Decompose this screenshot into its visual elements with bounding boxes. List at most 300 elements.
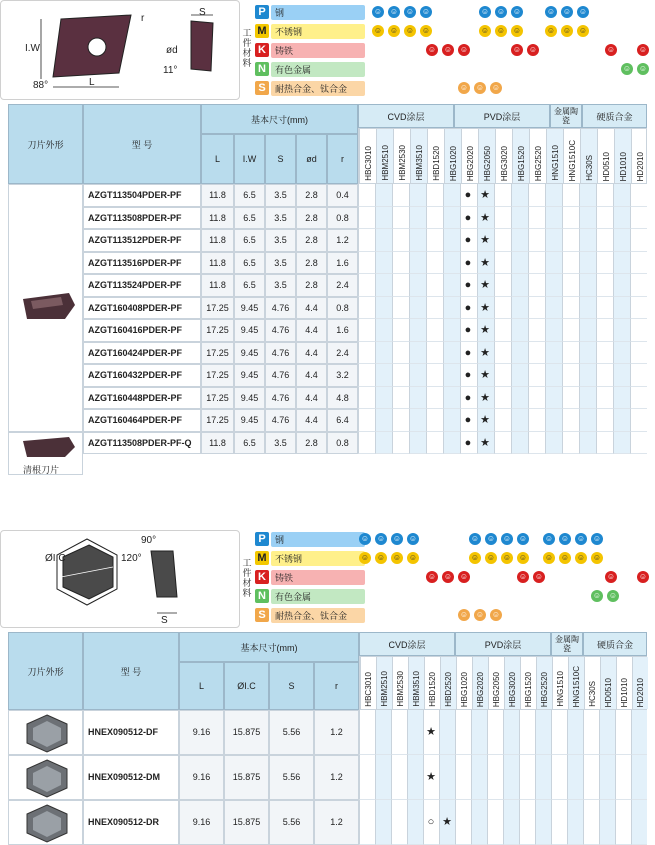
grade-col-header	[376, 657, 392, 709]
dim-label-ic: ØI.C	[45, 553, 66, 564]
material-name: 有色金属	[275, 65, 312, 75]
grade-cell	[596, 297, 613, 320]
grade-cell	[443, 364, 460, 387]
grade-label: HD1010	[618, 151, 628, 181]
dim-l-cell: 17.25	[201, 387, 234, 410]
insert-photo-azgt-q	[17, 435, 77, 459]
grade-cell	[567, 710, 583, 755]
grade-cell	[579, 184, 596, 207]
grade-cell	[562, 387, 579, 410]
dim-l-cell: 11.8	[201, 229, 234, 252]
grade-col-header	[600, 657, 616, 709]
grade-label: HD2010	[636, 677, 645, 707]
grade-label: HBM2510	[380, 145, 390, 181]
grade-cell	[528, 319, 545, 342]
dim-col-s: S	[269, 662, 314, 710]
suitability-face-icon: ☺	[470, 534, 480, 543]
grade-cell	[409, 297, 426, 320]
suitability-face-icon: ☺	[389, 7, 399, 16]
bar-p	[271, 5, 365, 20]
suitability-face-icon: ☺	[427, 572, 437, 581]
dim-iw-cell: 9.45	[234, 364, 265, 387]
head-model: 型 号	[83, 104, 201, 184]
table-row	[83, 342, 647, 365]
suitability-face-icon: ☺	[518, 534, 528, 543]
mark-star: ★	[480, 414, 490, 426]
dim-d-cell: 2.8	[296, 252, 327, 275]
grade-cell	[551, 755, 567, 800]
grade-cell	[359, 710, 375, 755]
material-legend-top	[255, 4, 655, 100]
grade-label: HBM2530	[396, 671, 405, 707]
badge-k: K	[255, 570, 269, 584]
insert-drawing-hnex	[1, 531, 241, 629]
grade-cell	[596, 387, 613, 410]
grade-label: HBD1520	[428, 672, 437, 707]
dim-l-cell: 9.16	[179, 800, 224, 845]
grade-cell	[615, 800, 631, 845]
grade-cell	[359, 755, 375, 800]
dim-s-cell: 3.5	[265, 184, 296, 207]
dim-iw-cell: 6.5	[234, 432, 265, 455]
model-cell: AZGT113512PDER-PF	[83, 229, 201, 252]
table-row	[83, 184, 647, 207]
material-side-label: 工件材料	[242, 28, 252, 68]
mark-filled: ●	[464, 256, 472, 269]
head-dims: 基本尺寸(mm)	[179, 632, 359, 662]
grade-cell	[375, 229, 392, 252]
suitability-face-icon: ☺	[480, 7, 490, 16]
grade-cell	[392, 229, 409, 252]
dim-r-cell: 1.6	[327, 252, 358, 275]
mark-star: ★	[480, 301, 490, 314]
bar-p	[271, 532, 365, 547]
grade-label: HNG1510	[550, 145, 560, 181]
grade-cell	[545, 274, 562, 297]
dim-col-l: L	[201, 134, 234, 184]
shape-cell-hex	[8, 755, 83, 800]
grade-cell	[407, 710, 423, 755]
grade-cell	[528, 297, 545, 320]
material-side-label-2: 工件材料	[242, 558, 252, 598]
grade-cell	[630, 319, 647, 342]
grade-cell	[392, 319, 409, 342]
grade-cell	[613, 184, 630, 207]
suitability-face-icon: ☺	[421, 26, 431, 35]
grade-label: HBG2050	[492, 671, 501, 707]
suitability-face-icon: ☺	[576, 553, 586, 562]
grade-cell	[630, 252, 647, 275]
grade-cell	[455, 755, 471, 800]
grade-cell	[409, 229, 426, 252]
grade-cell	[528, 252, 545, 275]
grade-cell	[545, 207, 562, 230]
head-cvd: CVD涂层	[359, 632, 455, 656]
grade-cell	[409, 274, 426, 297]
grade-cell	[562, 342, 579, 365]
model-cell: AZGT160464PDER-PF	[83, 409, 201, 432]
grade-cell	[613, 409, 630, 432]
dim-s-cell: 4.76	[265, 297, 296, 320]
dim-r-cell: 1.6	[327, 319, 358, 342]
suitability-face-icon: ☺	[576, 534, 586, 543]
grade-label: HBM3510	[412, 671, 421, 707]
bar-s	[271, 608, 365, 623]
grade-cell	[535, 800, 551, 845]
material-name: 有色金属	[275, 592, 312, 602]
grade-cell	[519, 755, 535, 800]
suitability-face-icon: ☺	[546, 26, 556, 35]
suitability-face-icon: ☺	[512, 45, 522, 54]
grade-cell	[579, 432, 596, 455]
model-cell: AZGT160424PDER-PF	[83, 342, 201, 365]
grade-col-header	[614, 129, 631, 183]
suitability-face-icon: ☺	[360, 534, 370, 543]
badge-p: P	[255, 5, 269, 19]
grade-cell	[375, 342, 392, 365]
grade-label: HD2010	[635, 151, 645, 181]
model-cell: HNEX090512-DM	[83, 755, 179, 800]
dim-d-cell: 4.4	[296, 297, 327, 320]
legend-row-s	[255, 607, 655, 624]
dim-r-cell: 0.4	[327, 184, 358, 207]
head-shape: 刀片外形	[8, 632, 83, 710]
grade-cell	[391, 755, 407, 800]
table-row	[83, 297, 647, 320]
dim-s-cell: 4.76	[265, 387, 296, 410]
grade-cell	[494, 207, 511, 230]
grade-cell	[613, 297, 630, 320]
table2-header	[8, 632, 647, 710]
grade-cell	[613, 319, 630, 342]
grade-cell	[409, 184, 426, 207]
grade-cell	[375, 184, 392, 207]
suitability-face-icon: ☺	[512, 26, 522, 35]
head-model: 型 号	[83, 632, 179, 710]
dim-col-l: L	[179, 662, 224, 710]
suitability-face-icon: ☺	[475, 610, 485, 619]
suitability-face-icon: ☺	[638, 64, 648, 73]
dim-r-cell: 4.8	[327, 387, 358, 410]
suitability-face-icon: ☺	[376, 553, 386, 562]
grade-label: HNG1510C	[572, 665, 581, 707]
badge-m: M	[255, 551, 269, 565]
dim-s-cell: 3.5	[265, 432, 296, 455]
grade-cell	[426, 387, 443, 410]
dim-l-cell: 11.8	[201, 432, 234, 455]
grade-cell	[443, 252, 460, 275]
grade-col-header	[488, 657, 504, 709]
shape-cell-q	[8, 432, 83, 475]
dim-l-cell: 17.25	[201, 297, 234, 320]
grade-cell	[392, 274, 409, 297]
table1-body	[8, 184, 647, 475]
grade-col-header	[360, 657, 376, 709]
grade-col-header	[504, 657, 520, 709]
grade-cell	[494, 364, 511, 387]
grade-label: HBG3020	[508, 671, 517, 707]
shape-cell	[8, 184, 83, 432]
material-legend-bottom	[255, 531, 655, 627]
mark-filled: ●	[464, 346, 472, 359]
mark-star: ★	[480, 211, 490, 224]
grade-cell	[562, 409, 579, 432]
model-cell: AZGT113524PDER-PF	[83, 274, 201, 297]
grade-cell	[596, 252, 613, 275]
grade-cell	[375, 297, 392, 320]
model-cell: AZGT113516PDER-PF	[83, 252, 201, 275]
grade-cell	[528, 207, 545, 230]
dim-d-cell: 4.4	[296, 319, 327, 342]
dim-s-cell: 3.5	[265, 274, 296, 297]
grade-cell	[358, 342, 375, 365]
grade-cell	[545, 387, 562, 410]
model-cell: AZGT160408PDER-PF	[83, 297, 201, 320]
grade-cell	[494, 297, 511, 320]
bottom-diagram-panel	[0, 530, 240, 628]
grade-cell	[630, 387, 647, 410]
table-row	[83, 387, 647, 410]
grade-cell	[596, 342, 613, 365]
grade-cell	[392, 409, 409, 432]
grade-cell	[599, 800, 615, 845]
dim-iw-cell: 6.5	[234, 252, 265, 275]
grade-label: HBD2520	[444, 672, 453, 707]
grade-cell	[494, 432, 511, 455]
suitability-face-icon: ☺	[486, 553, 496, 562]
grade-label: HBG2050	[482, 145, 492, 181]
model-cell: AZGT113508PDER-PF	[83, 207, 201, 230]
grade-cell	[567, 800, 583, 845]
mark-filled: ●	[464, 301, 472, 314]
dim-d-cell: 2.8	[296, 184, 327, 207]
suitability-face-icon: ☺	[389, 26, 399, 35]
grade-col-header	[424, 657, 440, 709]
grade-cell	[375, 409, 392, 432]
dim-col-r: r	[327, 134, 358, 184]
dim-ic-cell: 15.875	[224, 800, 269, 845]
mark-filled: ●	[464, 324, 472, 336]
mark-filled: ●	[464, 436, 472, 449]
grade-cell	[613, 229, 630, 252]
grade-cell	[562, 184, 579, 207]
suitability-face-icon: ☺	[459, 610, 469, 619]
grade-label: HBG1020	[448, 145, 458, 181]
grade-col-header	[456, 657, 472, 709]
suitability-face-icon: ☺	[491, 83, 501, 92]
model-cell: AZGT113504PDER-PF	[83, 184, 201, 207]
grade-col-header	[520, 657, 536, 709]
grade-label: HBC3010	[363, 146, 373, 181]
grade-cell	[358, 184, 375, 207]
grade-col-header	[376, 129, 393, 183]
grade-cell	[443, 319, 460, 342]
bar-n	[271, 589, 365, 604]
dim-d-cell: 4.4	[296, 387, 327, 410]
mark-star: ★	[480, 391, 490, 404]
grade-cell	[358, 319, 375, 342]
suitability-face-icon: ☺	[528, 45, 538, 54]
suitability-face-icon: ☺	[408, 553, 418, 562]
grade-cell	[358, 274, 375, 297]
grade-cell	[426, 364, 443, 387]
dim-ic-cell: 15.875	[224, 755, 269, 800]
suitability-face-icon: ☺	[546, 7, 556, 16]
grade-cell	[535, 755, 551, 800]
head-cermet: 金属陶瓷	[551, 632, 583, 656]
grade-cell	[615, 755, 631, 800]
grade-cell	[630, 229, 647, 252]
grade-cell	[426, 319, 443, 342]
grade-cell	[528, 184, 545, 207]
grade-cell	[455, 710, 471, 755]
dim-col-s: S	[265, 134, 296, 184]
grade-col-header	[478, 129, 495, 183]
dim-iw-cell: 6.5	[234, 207, 265, 230]
grade-cell	[630, 274, 647, 297]
suitability-face-icon: ☺	[459, 572, 469, 581]
dim-iw-cell: 6.5	[234, 184, 265, 207]
model-cell: HNEX090512-DF	[83, 710, 179, 755]
grade-cell	[562, 319, 579, 342]
grade-cell	[596, 319, 613, 342]
grade-cell	[511, 342, 528, 365]
grade-cell	[494, 342, 511, 365]
grade-label: HBM2530	[397, 145, 407, 181]
grade-col-header	[408, 657, 424, 709]
mark-filled: ●	[464, 189, 472, 201]
grade-cell	[613, 342, 630, 365]
table-row	[83, 755, 647, 800]
suitability-face-icon: ☺	[592, 591, 602, 600]
grade-cell	[630, 409, 647, 432]
grade-cell	[392, 297, 409, 320]
grade-cell	[545, 297, 562, 320]
grade-cell	[375, 319, 392, 342]
grade-cell	[562, 274, 579, 297]
grade-cell	[511, 274, 528, 297]
dim-r-cell: 2.4	[327, 274, 358, 297]
material-name: 不锈钢	[275, 554, 303, 564]
table2-body	[8, 710, 647, 845]
suitability-face-icon: ☺	[562, 26, 572, 35]
grade-cell	[455, 800, 471, 845]
grade-cell	[528, 274, 545, 297]
mark-star: ★	[480, 279, 490, 291]
grade-col-header	[512, 129, 529, 183]
dim-label-s: S	[199, 7, 206, 18]
table-row	[83, 229, 647, 252]
grade-col-header	[529, 129, 546, 183]
dim-r-cell: 3.2	[327, 364, 358, 387]
suitability-face-icon: ☺	[512, 7, 522, 16]
hex-insert-photo	[9, 801, 84, 845]
grade-cell	[579, 342, 596, 365]
head-pvd: PVD涂层	[454, 104, 550, 128]
grade-col-header	[616, 657, 632, 709]
grade-col-header	[392, 657, 408, 709]
grade-col-header	[597, 129, 614, 183]
grade-cell	[596, 207, 613, 230]
badge-p: P	[255, 532, 269, 546]
grade-cell	[535, 710, 551, 755]
bar-k	[271, 570, 365, 585]
head-cermet: 金属陶瓷	[550, 104, 582, 128]
mark-star: ★	[442, 816, 452, 828]
grade-cell	[409, 409, 426, 432]
grade-cell	[545, 364, 562, 387]
grade-cell	[551, 800, 567, 845]
grade-cell	[579, 409, 596, 432]
dim-iw-cell: 9.45	[234, 297, 265, 320]
grade-cell	[407, 800, 423, 845]
grade-cell	[599, 710, 615, 755]
grade-cell	[358, 207, 375, 230]
dim-d-cell: 4.4	[296, 342, 327, 365]
table-row	[83, 800, 647, 845]
grade-cell	[613, 252, 630, 275]
grade-cell	[562, 252, 579, 275]
grade-cell	[358, 229, 375, 252]
suitability-face-icon: ☺	[392, 534, 402, 543]
grade-cell	[511, 432, 528, 455]
grade-cell	[392, 432, 409, 455]
suitability-face-icon: ☺	[496, 26, 506, 35]
grade-label: HBG1520	[516, 145, 526, 181]
grade-cell	[631, 710, 647, 755]
grade-cell	[391, 710, 407, 755]
suitability-face-icon: ☺	[518, 572, 528, 581]
mark-filled: ●	[464, 369, 472, 381]
mark-star: ★	[480, 436, 490, 449]
grade-col-header	[568, 657, 584, 709]
grade-cell	[375, 800, 391, 845]
dim-iw-cell: 9.45	[234, 409, 265, 432]
mark-star: ★	[480, 369, 490, 381]
grade-cell	[426, 432, 443, 455]
grade-cell	[359, 800, 375, 845]
dim-iw-cell: 9.45	[234, 342, 265, 365]
mark-star: ★	[426, 771, 436, 783]
grade-cell	[579, 319, 596, 342]
grade-label: HBG3020	[499, 145, 509, 181]
legend-row-k	[255, 42, 655, 59]
grade-cell	[471, 800, 487, 845]
grade-col-header	[427, 129, 444, 183]
grade-cell	[545, 432, 562, 455]
grade-cell	[562, 229, 579, 252]
badge-s: S	[255, 81, 269, 95]
grade-cell	[494, 409, 511, 432]
dim-s-cell: 4.76	[265, 364, 296, 387]
grade-cell	[511, 387, 528, 410]
grade-cell	[494, 229, 511, 252]
dim-r-cell: 0.8	[327, 432, 358, 455]
dim-r-cell: 2.4	[327, 342, 358, 365]
grade-label: HC30S	[584, 155, 594, 181]
grade-label: HBG1520	[524, 671, 533, 707]
grade-cell	[599, 755, 615, 800]
dim-s-cell: 4.76	[265, 409, 296, 432]
dim-s-cell: 5.56	[269, 800, 314, 845]
dim-label-iw: I.W	[25, 43, 40, 54]
grade-header-row	[358, 128, 647, 184]
badge-m: M	[255, 24, 269, 38]
grade-cell	[613, 387, 630, 410]
dim-label-11: 11°	[163, 65, 178, 76]
dim-r-cell: 1.2	[314, 755, 359, 800]
table-row	[83, 207, 647, 230]
